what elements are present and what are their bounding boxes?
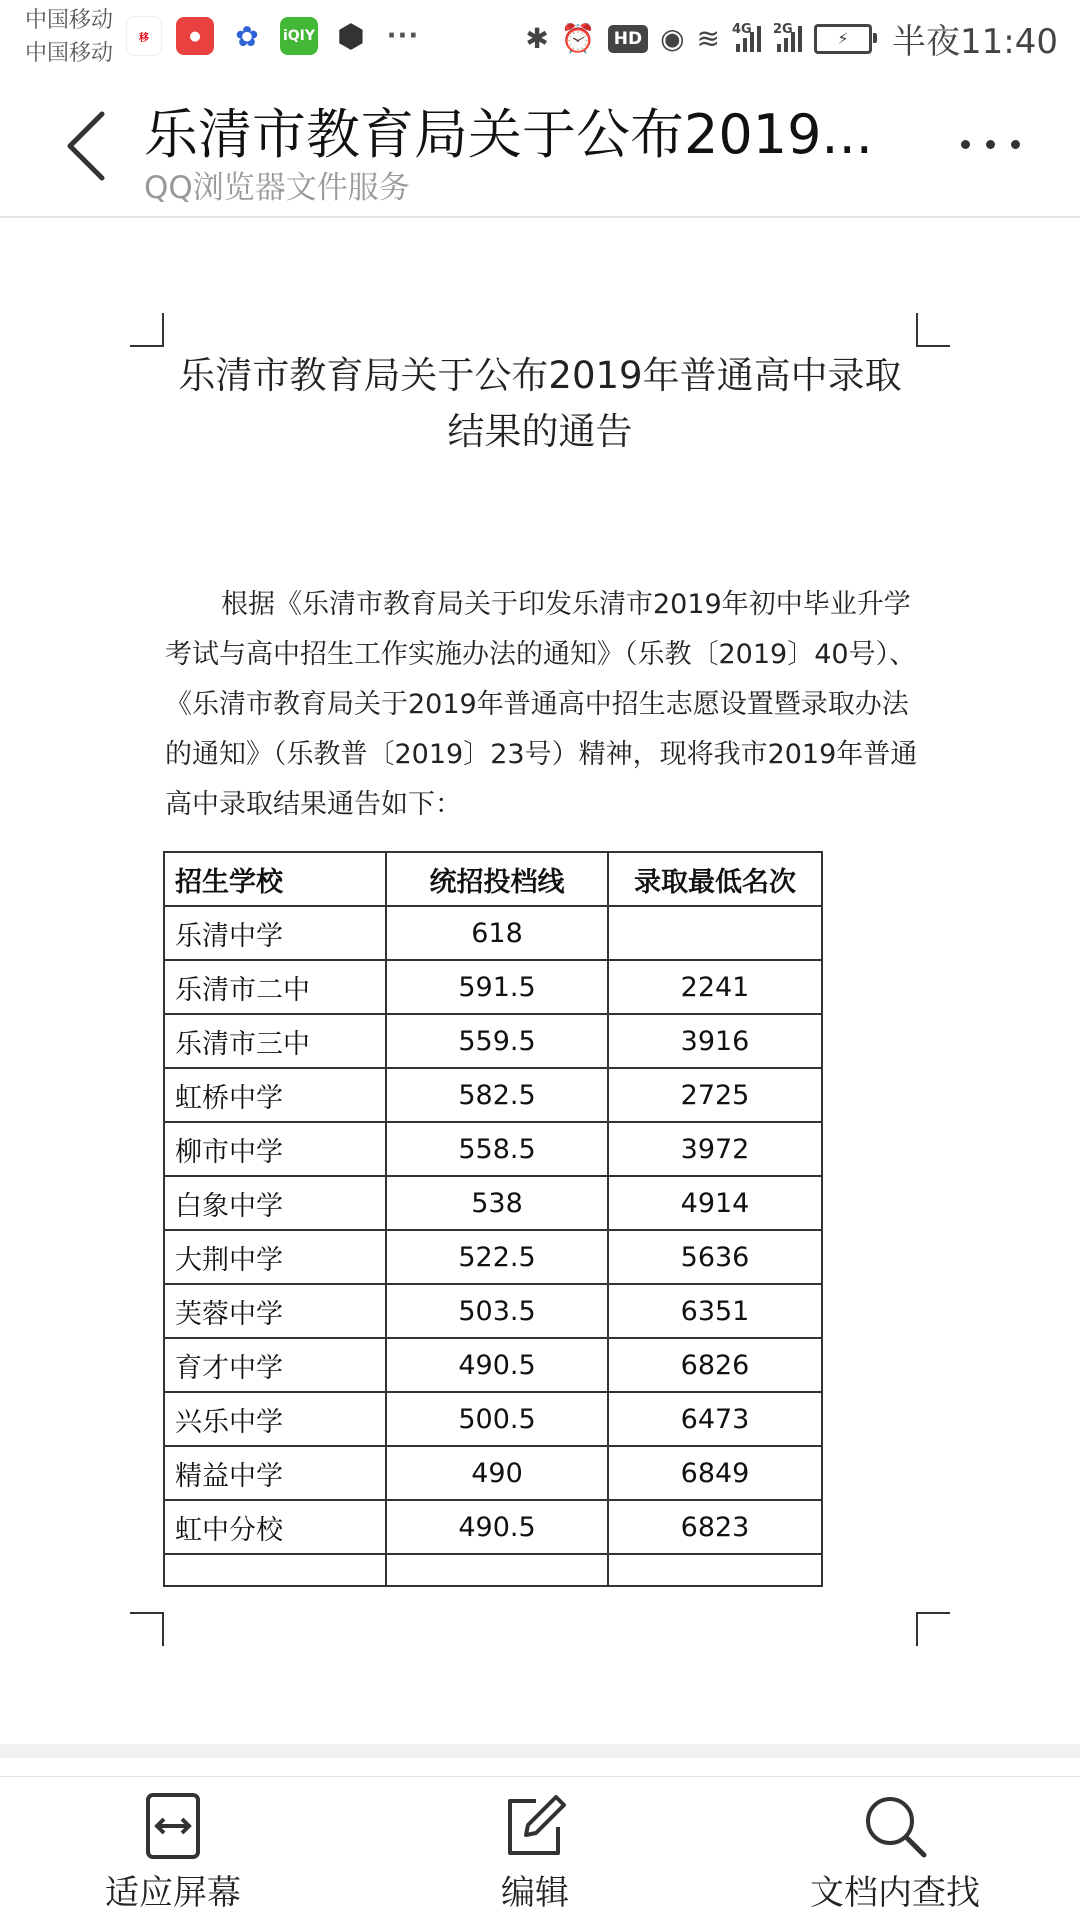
edit-button[interactable] <box>500 1791 570 1914</box>
more-notifications-icon: ··· <box>386 21 420 51</box>
lowest-rank: 6351 <box>608 1284 822 1338</box>
cutoff-score: 591.5 <box>386 960 608 1014</box>
school-name: 乐清市三中 <box>164 1014 386 1068</box>
dot-icon <box>961 140 970 149</box>
carrier-1: 中国移动 <box>25 8 114 33</box>
lowest-rank: 3972 <box>608 1122 822 1176</box>
iqiyi-icon: iQIY <box>280 17 318 55</box>
carrier-2: 中国移动 <box>25 41 114 66</box>
page-subtitle: QQ浏览器文件服务 <box>144 170 410 206</box>
table-row <box>164 1500 822 1554</box>
crop-mark-top-left <box>130 313 164 347</box>
table-row <box>164 1176 822 1230</box>
cutoff-score: 490.5 <box>386 1500 608 1554</box>
school-name: 虹桥中学 <box>164 1068 386 1122</box>
lowest-rank: 6473 <box>608 1392 822 1446</box>
title-bar <box>0 74 1080 218</box>
school-name: 乐清中学 <box>164 906 386 960</box>
lowest-rank <box>608 906 822 960</box>
fit-screen-label: 适应屏幕 <box>105 1873 241 1913</box>
table-row <box>164 906 822 960</box>
school-name: 大荆中学 <box>164 1230 386 1284</box>
lowest-rank: 6823 <box>608 1500 822 1554</box>
red-app-icon: ● <box>176 17 214 55</box>
status-bar <box>0 0 1080 74</box>
lowest-rank: 6849 <box>608 1446 822 1500</box>
china-mobile-app-icon: 移 <box>126 16 162 56</box>
header-school: 招生学校 <box>164 852 386 906</box>
hexagon-app-icon: ⬢ <box>337 17 365 55</box>
cutoff-score: 522.5 <box>386 1230 608 1284</box>
find-in-document-button[interactable] <box>810 1791 980 1914</box>
table-row <box>164 1392 822 1446</box>
table-row <box>164 1068 822 1122</box>
table-row <box>164 960 822 1014</box>
cutoff-score: 559.5 <box>386 1014 608 1068</box>
system-indicators <box>525 14 1058 63</box>
results-table <box>163 851 823 1587</box>
more-options-button[interactable] <box>950 124 1030 164</box>
hd-badge: HD <box>608 25 648 53</box>
dot-icon <box>1011 140 1020 149</box>
find-in-document-label: 文档内查找 <box>810 1873 980 1913</box>
table-row <box>164 1446 822 1500</box>
lowest-rank: 2241 <box>608 960 822 1014</box>
fit-screen-icon <box>138 1791 208 1861</box>
lowest-rank: 4914 <box>608 1176 822 1230</box>
lowest-rank: 6826 <box>608 1338 822 1392</box>
school-name: 柳市中学 <box>164 1122 386 1176</box>
battery-charging-icon: ⚡ <box>814 24 872 54</box>
table-row <box>164 1014 822 1068</box>
cutoff-score: 582.5 <box>386 1068 608 1122</box>
signal-2g-icon <box>773 21 802 52</box>
page-separator <box>0 1744 1080 1758</box>
bluetooth-icon: ✱ <box>525 22 549 55</box>
lowest-rank: 3916 <box>608 1014 822 1068</box>
notice-title: 乐清市教育局关于公布2019年普通高中录取结果的通告 <box>178 354 902 453</box>
crop-mark-bottom-left <box>130 1612 164 1646</box>
bottom-toolbar <box>0 1776 1080 1921</box>
edit-label: 编辑 <box>501 1873 569 1913</box>
school-name: 白象中学 <box>164 1176 386 1230</box>
signal-4g-label: 4G <box>732 21 752 37</box>
cutoff-score: 538 <box>386 1176 608 1230</box>
school-name: 精益中学 <box>164 1446 386 1500</box>
back-button[interactable] <box>60 106 120 186</box>
alarm-icon: ⏰ <box>560 22 596 55</box>
table-row <box>164 1284 822 1338</box>
header-cutoff: 统招投档线 <box>386 852 608 906</box>
crop-mark-bottom-right <box>916 1612 950 1646</box>
cutoff-score: 500.5 <box>386 1392 608 1446</box>
search-icon <box>860 1791 930 1861</box>
table-row-empty <box>164 1554 822 1586</box>
header-rank: 录取最低名次 <box>608 852 822 906</box>
dot-icon <box>986 140 995 149</box>
page-title: 乐清市教育局关于公布2019... <box>144 103 873 166</box>
cutoff-score: 558.5 <box>386 1122 608 1176</box>
cutoff-score: 490.5 <box>386 1338 608 1392</box>
baidu-paw-icon: ✿ <box>228 17 266 55</box>
table-row <box>164 1230 822 1284</box>
school-name: 兴乐中学 <box>164 1392 386 1446</box>
table-row <box>164 1338 822 1392</box>
document-page[interactable] <box>0 218 1080 1744</box>
school-name: 育才中学 <box>164 1338 386 1392</box>
table-row <box>164 1122 822 1176</box>
lowest-rank: 2725 <box>608 1068 822 1122</box>
status-time: 半夜11:40 <box>892 22 1058 62</box>
school-name: 虹中分校 <box>164 1500 386 1554</box>
lowest-rank: 5636 <box>608 1230 822 1284</box>
school-name: 乐清市二中 <box>164 960 386 1014</box>
fit-screen-button[interactable] <box>105 1791 241 1914</box>
notice-body: 根据《乐清市教育局关于印发乐清市2019年初中毕业升学考试与高中招生工作实施办法的通知》（乐教〔2019〕40号）、《乐清市教育局关于2019年普通高中招生志愿设置暨录取办法的通知》（乐教普〔2019〕23号）精神，现将我市2019年普通高中录取结果通告如下： <box>165 589 918 820</box>
cutoff-score: 503.5 <box>386 1284 608 1338</box>
edit-icon <box>500 1791 570 1861</box>
school-name: 芙蓉中学 <box>164 1284 386 1338</box>
eye-icon: ◉ <box>660 22 685 55</box>
cutoff-score: 490 <box>386 1446 608 1500</box>
signal-4g-icon <box>732 21 761 52</box>
chevron-left-icon <box>60 106 120 186</box>
cutoff-score: 618 <box>386 906 608 960</box>
carrier-labels <box>25 4 113 70</box>
signal-2g-label: 2G <box>773 21 793 37</box>
notification-icons <box>126 16 422 56</box>
crop-mark-top-right <box>916 313 950 347</box>
table-header-row <box>164 852 822 906</box>
wifi-icon: ≋ <box>696 22 721 55</box>
